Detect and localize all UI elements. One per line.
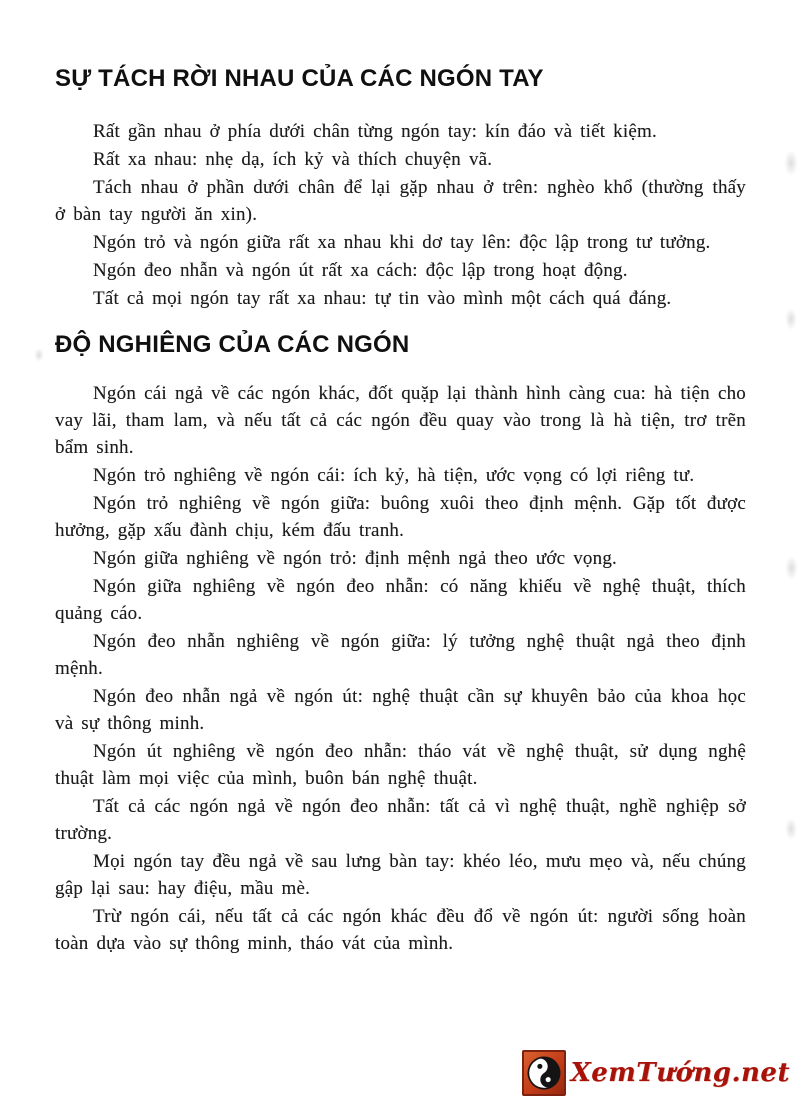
paragraph: Ngón giữa nghiêng về ngón đeo nhẫn: có năng khiếu về nghệ thuật, thích quảng cáo. [55,576,746,624]
section-heading-finger-inclination: ĐỘ NGHIÊNG CỦA CÁC NGÓN [55,331,410,358]
paragraph: Ngón đeo nhẫn ngả về ngón út: nghệ thuật cần sự khuyên bảo của khoa học và sự thông minh. [55,686,746,734]
paragraph: Ngón giữa nghiêng về ngón trỏ: định mệnh ngả theo ước vọng. [93,548,617,569]
paragraph: Ngón trỏ nghiêng về ngón giữa: buông xuôi theo định mệnh. Gặp tốt được hưởng, gặp xấu đành chịu, kém đấu tranh. [55,493,746,541]
yin-yang-icon [520,1050,567,1097]
scan-edge-smudge [785,556,798,580]
paragraph: Ngón út nghiêng về ngón đeo nhẫn: tháo vát về nghệ thuật, sử dụng nghệ thuật làm mọi việc của mình, buôn bán nghệ thuật. [55,741,746,789]
watermark-site-name: XemTướng.net [570,1058,790,1088]
scan-edge-smudge [785,818,797,840]
scan-edge-smudge [785,308,797,330]
paragraph: Tất cả mọi ngón tay rất xa nhau: tự tin vào mình một cách quá đáng. [93,288,672,309]
logo-box [522,1050,566,1096]
paragraph: Mọi ngón tay đều ngả về sau lưng bàn tay: khéo léo, mưu mẹo và, nếu chúng gập lại sau: hay điệu, mầu mè. [55,851,746,899]
paragraph: Trừ ngón cái, nếu tất cả các ngón khác đều đổ về ngón út: người sống hoàn toàn dựa vào sự thông minh, tháo vát của mình. [55,906,746,954]
paragraph: Ngón đeo nhẫn và ngón út rất xa cách: độc lập trong hoạt động. [93,260,628,281]
xemtuong-watermark [522,1050,790,1096]
paragraph: Tất cả các ngón ngả về ngón đeo nhẫn: tất cả vì nghệ thuật, nghề nghiệp sở trường. [55,796,746,844]
scan-edge-smudge [784,150,798,176]
paragraph: Ngón cái ngả về các ngón khác, đốt quặp lại thành hình càng cua: hà tiện cho vay lãi, tham lam, và nếu tất cả các ngón đều quay vào trong là hà tiện, trơ trẽn bẩm sinh. [55,383,746,458]
section-heading-finger-separation: SỰ TÁCH RỜI NHAU CỦA CÁC NGÓN TAY [55,65,544,92]
paragraph: Rất xa nhau: nhẹ dạ, ích kỷ và thích chuyện vã. [93,149,493,170]
page-text-content [55,64,746,958]
paragraph: Ngón trỏ và ngón giữa rất xa nhau khi dơ tay lên: độc lập trong tư tưởng. [93,232,711,253]
paragraph: Rất gần nhau ở phía dưới chân từng ngón tay: kín đáo và tiết kiệm. [93,121,657,142]
paragraph: Ngón đeo nhẫn nghiêng về ngón giữa: lý tưởng nghệ thuật ngả theo định mệnh. [55,631,746,679]
scan-edge-smudge [34,348,44,362]
paragraph: Ngón trỏ nghiêng về ngón cái: ích kỷ, hà tiện, ước vọng có lợi riêng tư. [93,465,695,486]
paragraph: Tách nhau ở phần dưới chân để lại gặp nhau ở trên: nghèo khổ (thường thấy ở bàn tay người ăn xin). [55,177,746,225]
